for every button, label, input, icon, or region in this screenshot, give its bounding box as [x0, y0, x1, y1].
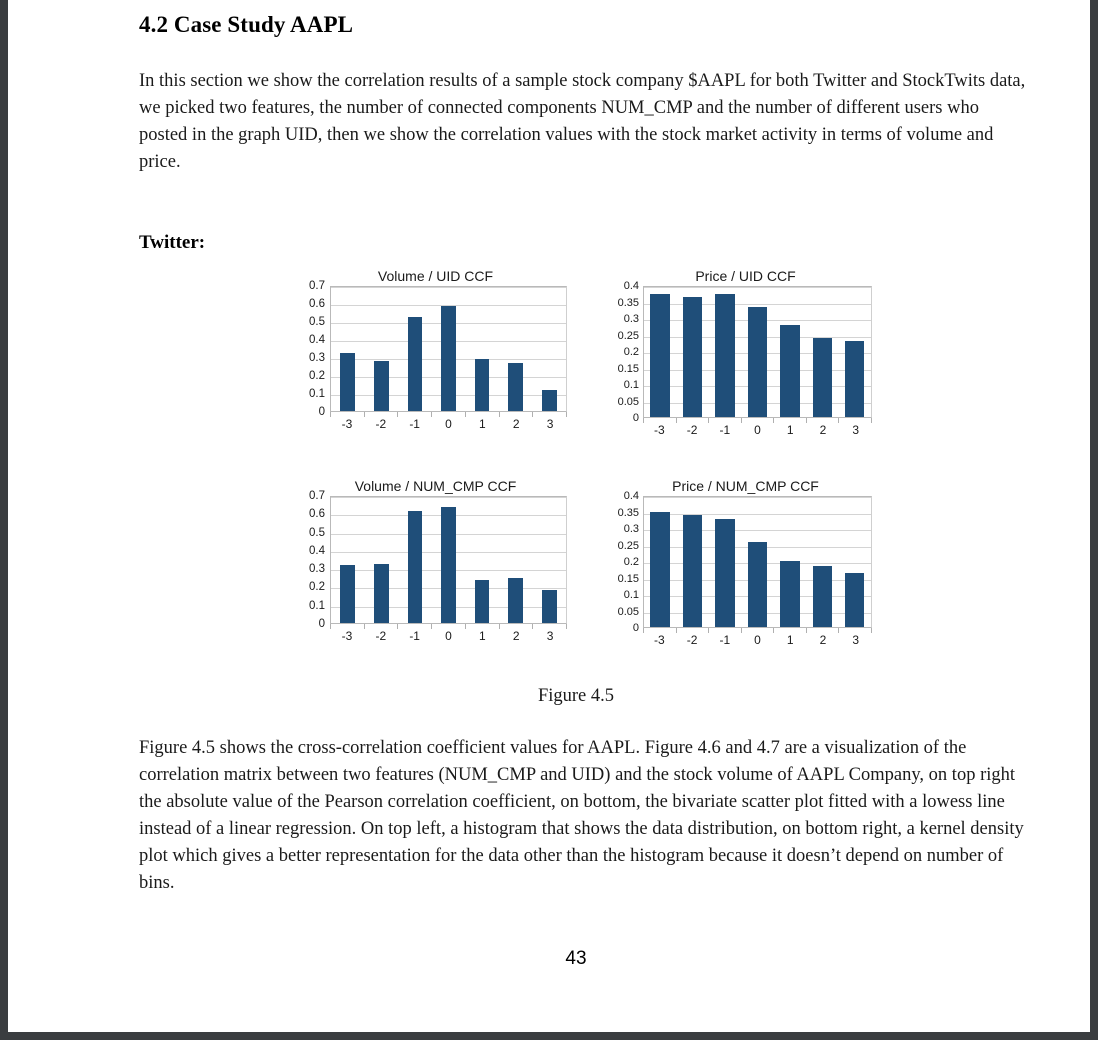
bar-slot: [806, 497, 838, 627]
bar-slot: [774, 287, 806, 417]
x-axis-tick-label: 2: [819, 423, 827, 437]
chart-title: Price / UID CCF: [695, 268, 796, 284]
bar-slot: [465, 287, 499, 411]
y-axis: [298, 490, 330, 630]
bar-slot: [398, 497, 432, 623]
bar-slot: [365, 497, 399, 623]
y-axis-tick-label: 0.3: [623, 313, 639, 325]
bar: [748, 542, 767, 627]
chart-price-num-cmp-ccf: [603, 478, 878, 673]
x-axis-tick-label: 3: [852, 633, 860, 647]
x-axis-tick-label: 0: [445, 417, 452, 431]
y-axis-tick-label: 0.25: [617, 539, 639, 552]
chart-title: Volume / NUM_CMP CCF: [354, 478, 517, 494]
bar: [542, 390, 557, 411]
bar: [408, 511, 423, 623]
bar-series: [644, 497, 871, 627]
bar: [650, 512, 669, 627]
plot-wrap: [603, 280, 878, 442]
x-axis-labels: [330, 629, 567, 643]
bar: [715, 519, 734, 627]
bar: [845, 573, 864, 627]
plot-wrap: [298, 280, 573, 436]
bar-slot: [644, 287, 676, 417]
bar: [715, 294, 734, 417]
y-axis-tick-label: 0: [318, 618, 325, 630]
figure-description-paragraph: Figure 4.5 shows the cross-correlation coefficient values for AAPL. Figure 4.6 and 4.7 are a visualization of the correlation matrix between two features (NUM_CMP and UID) and the stock volume of AAPL Company, on top right the absolute value of the Pearson correlation coefficient, on bottom, the bivariate scatter plot fitted with a lowess line instead of a linear regression. On top left, a histogram that shows the data distribution, on bottom right, a kernel density plot which gives a better representation for the data other than the histogram because it doesn’t depend on number of bins.: [139, 738, 1024, 893]
plot-area: [330, 496, 567, 624]
y-axis-tick-label: 0.2: [309, 370, 325, 382]
bar: [780, 561, 799, 627]
bar-slot: [839, 497, 871, 627]
bar-slot: [331, 497, 365, 623]
y-axis-tick-label: 0.15: [617, 572, 639, 585]
bar: [683, 297, 702, 417]
bar: [340, 565, 355, 623]
chart-title: Price / NUM_CMP CCF: [672, 478, 819, 494]
y-axis-tick-label: 0.1: [623, 589, 639, 601]
y-axis-tick-label: 0.4: [309, 334, 325, 346]
bar-slot: [741, 497, 773, 627]
x-axis-tick-label: -2: [686, 423, 698, 437]
x-axis-tick-label: 3: [546, 629, 554, 643]
bar-slot: [676, 287, 708, 417]
x-axis-tick-label: -1: [409, 417, 420, 431]
bar-slot: [774, 497, 806, 627]
bar: [475, 359, 490, 411]
x-axis-tick-label: 1: [479, 629, 486, 643]
y-axis-tick-label: 0.05: [617, 605, 639, 618]
y-axis: [603, 280, 643, 424]
bar-series: [331, 287, 566, 411]
x-axis-tick-label: -1: [719, 423, 731, 437]
y-axis-tick-label: 0.3: [309, 563, 325, 576]
bar: [780, 325, 799, 417]
intro-paragraph: In this section we show the correlation results of a sample stock company $AAPL for both Twitter and StockTwits data, we picked two features, the number of connected components NUM_CMP and the number of different users who posted in the graph UID, then we show the correlation values with the stock market activity in terms of volume and price.: [139, 71, 1026, 172]
bar: [650, 294, 669, 417]
bar-slot: [741, 287, 773, 417]
plot-wrap: [298, 490, 573, 648]
bar-slot: [398, 287, 432, 411]
x-axis-tick-label: 2: [819, 633, 827, 647]
plot-area: [643, 496, 872, 628]
bar-slot: [365, 287, 399, 411]
bar: [508, 363, 523, 411]
bar-slot: [432, 497, 466, 623]
bar: [845, 341, 864, 417]
bar: [683, 515, 702, 627]
chart-volume-uid-ccf: [298, 268, 573, 458]
bar: [340, 353, 355, 411]
page-content-column: [131, 0, 1026, 1032]
x-axis-tick-label: 0: [754, 633, 761, 647]
bar-slot: [839, 287, 871, 417]
y-axis: [298, 280, 330, 418]
y-axis-tick-label: 0.35: [617, 296, 639, 309]
x-axis-tick-label: 1: [479, 417, 486, 431]
y-axis-tick-label: 0.7: [309, 490, 325, 502]
bar-slot: [465, 497, 499, 623]
bar-slot: [644, 497, 676, 627]
y-axis-tick-label: 0: [632, 412, 639, 424]
bar-slot: [532, 287, 566, 411]
y-axis-tick-label: 0.4: [623, 490, 639, 502]
bar: [508, 578, 523, 623]
y-axis-tick-label: 0.1: [309, 388, 325, 400]
bar: [542, 590, 557, 623]
bar-slot: [499, 497, 533, 623]
chart-title: Volume / UID CCF: [377, 268, 494, 284]
bar-slot: [499, 287, 533, 411]
x-axis-tick-label: 1: [786, 633, 794, 647]
x-axis-tick-label: 2: [512, 629, 520, 643]
bar-slot: [432, 287, 466, 411]
y-axis-tick-label: 0.7: [309, 280, 325, 292]
twitter-source-label: Twitter:: [139, 232, 206, 253]
y-axis-tick-label: 0.3: [309, 352, 325, 364]
x-axis-tick-label: 3: [546, 417, 554, 431]
y-axis-tick-label: 0.35: [617, 506, 639, 519]
y-axis-tick-label: 0.6: [309, 298, 325, 310]
y-axis-tick-label: 0.5: [309, 526, 325, 539]
bar: [374, 564, 389, 623]
y-axis-tick-label: 0.3: [623, 523, 639, 535]
x-axis-labels: [643, 423, 872, 437]
y-axis-tick-label: 0.1: [623, 379, 639, 391]
y-axis-tick-label: 0.4: [309, 544, 325, 557]
y-axis-tick-label: 0.05: [617, 395, 639, 408]
y-axis-tick-label: 0.1: [309, 599, 325, 612]
x-axis-tick-label: -2: [686, 633, 698, 647]
page-title: 4.2 Case Study AAPL: [139, 12, 354, 37]
bar: [813, 338, 832, 417]
x-axis-tick-label: -3: [341, 629, 353, 643]
bar: [441, 306, 456, 411]
bar-slot: [676, 497, 708, 627]
plot-area: [330, 286, 567, 412]
y-axis-tick-label: 0.5: [309, 316, 325, 328]
y-axis-tick-label: 0.25: [617, 329, 639, 342]
figure-caption: Figure 4.5: [537, 686, 615, 706]
x-axis-tick-label: -3: [654, 633, 665, 647]
bar: [813, 566, 832, 627]
x-axis-tick-label: 0: [754, 423, 761, 437]
bar-slot: [806, 287, 838, 417]
bar-slot: [709, 497, 741, 627]
bar-series: [644, 287, 871, 417]
bar: [374, 361, 389, 411]
bar-slot: [331, 287, 365, 411]
x-axis-tick-label: -2: [375, 417, 387, 431]
bar-slot: [709, 287, 741, 417]
y-axis: [603, 490, 643, 634]
y-axis-tick-label: 0.4: [623, 280, 639, 292]
bar: [408, 317, 423, 412]
x-axis-labels: [330, 417, 567, 431]
x-axis-tick-label: -3: [654, 423, 665, 437]
x-axis-tick-label: -1: [719, 633, 731, 647]
x-axis-tick-label: -1: [409, 629, 420, 643]
x-axis-tick-label: 3: [852, 423, 860, 437]
y-axis-tick-label: 0.2: [623, 346, 639, 358]
x-axis-tick-label: 1: [786, 423, 794, 437]
y-axis-tick-label: 0: [318, 406, 325, 418]
plot-area: [643, 286, 872, 418]
document-page: [8, 0, 1090, 1032]
bar-slot: [532, 497, 566, 623]
page-number: 43: [565, 948, 587, 969]
bar: [441, 507, 456, 623]
x-axis-tick-label: -3: [341, 417, 353, 431]
plot-wrap: [603, 490, 878, 652]
y-axis-tick-label: 0.15: [617, 362, 639, 375]
y-axis-tick-label: 0.2: [623, 556, 639, 568]
x-axis-tick-label: 0: [445, 629, 452, 643]
x-axis-tick-label: -2: [375, 629, 387, 643]
x-axis-labels: [643, 633, 872, 647]
chart-volume-num-cmp-ccf: [298, 478, 573, 673]
bar: [748, 307, 767, 417]
y-axis-tick-label: 0.2: [309, 581, 325, 594]
y-axis-tick-label: 0.6: [309, 508, 325, 521]
chart-price-uid-ccf: [603, 268, 878, 458]
y-axis-tick-label: 0: [632, 622, 639, 634]
bar-series: [331, 497, 566, 623]
bar: [475, 580, 490, 623]
x-axis-tick-label: 2: [512, 417, 520, 431]
